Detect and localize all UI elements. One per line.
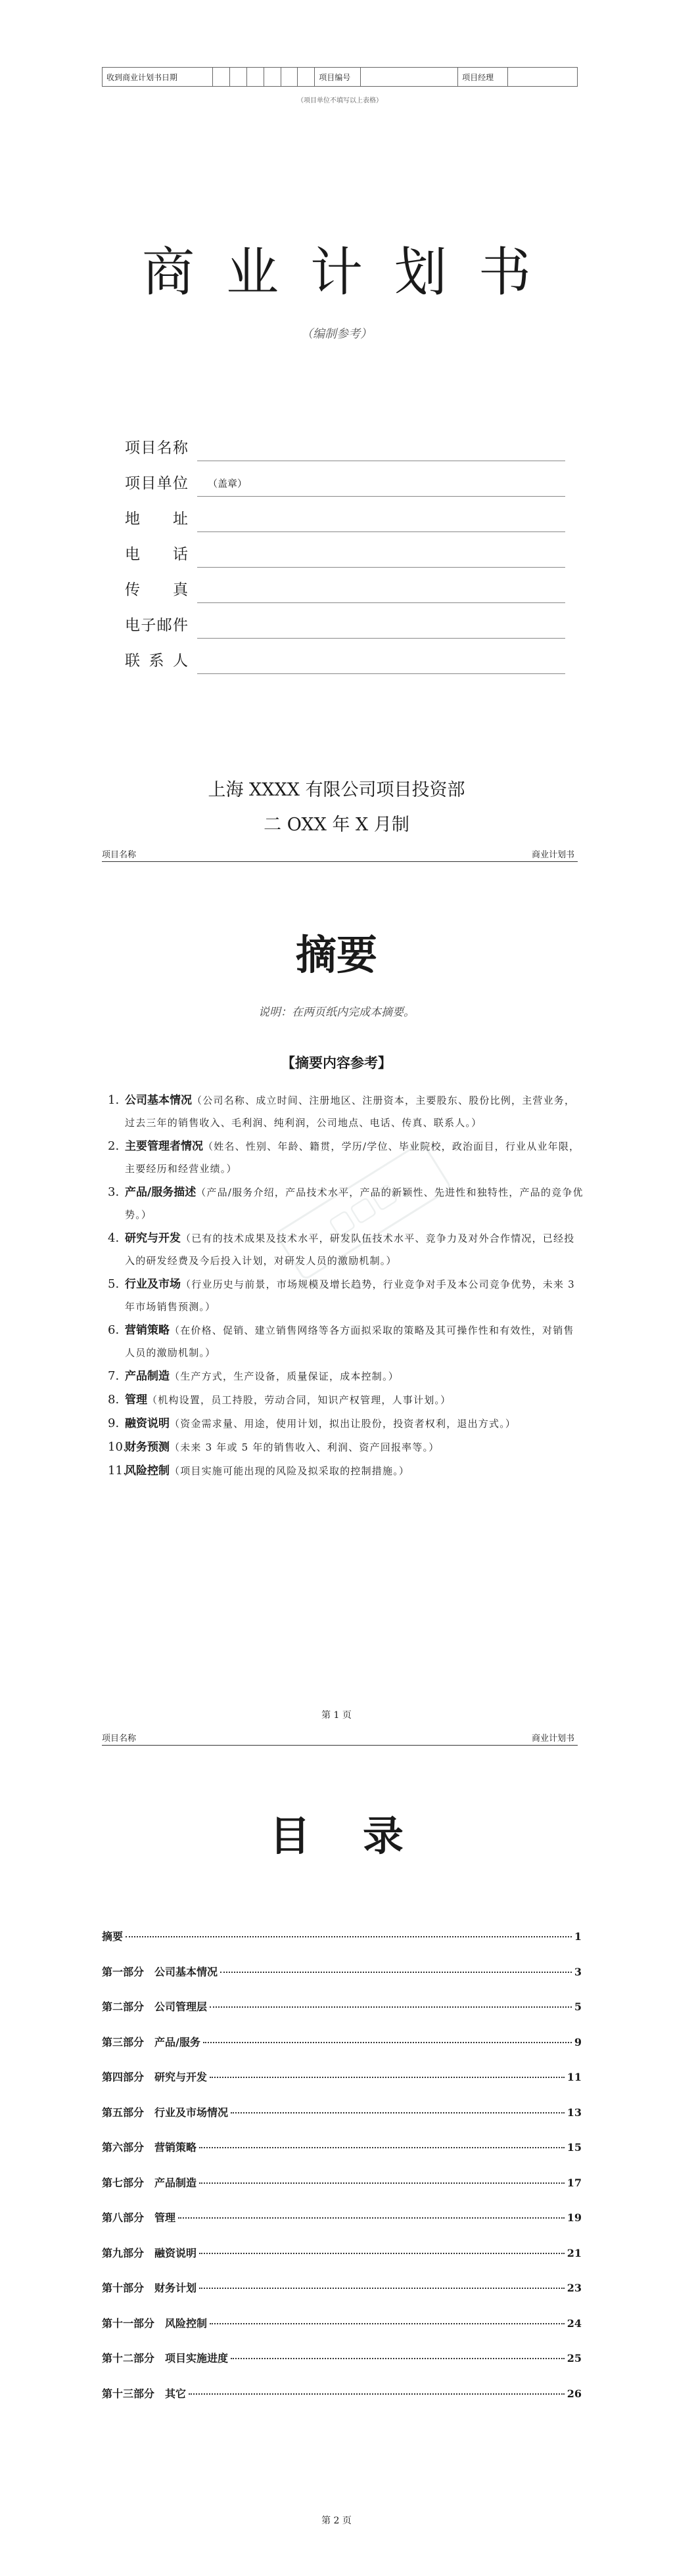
manager-label: 项目经理 [458, 68, 507, 87]
cover-field-note: （盖章） [208, 478, 248, 489]
toc-leader-dots [189, 2393, 565, 2395]
date-box [213, 68, 230, 87]
summary-subtitle: 【摘要内容参考】 [281, 1055, 392, 1071]
summary-item-name: 公司基本情况 [125, 1094, 192, 1107]
toc-entry-page: 11 [567, 2071, 582, 2083]
summary-item-desc: （生产方式，生产设备，质量保证，成本控制。） [170, 1370, 399, 1382]
summary-item [108, 1389, 584, 1411]
manager-value [507, 68, 577, 87]
summary-title: 摘要 [295, 931, 377, 979]
cover-title: 商业计划书 [142, 242, 563, 303]
date-box [298, 68, 315, 87]
summary-item-name: 主要管理者情况 [125, 1140, 203, 1153]
toc-entry[interactable] [102, 1999, 582, 2014]
toc-entry-label: 第七部分 产品制造 [102, 2176, 197, 2189]
summary-item-number: 4. [108, 1231, 120, 1245]
summary-item-name: 产品制造 [125, 1370, 170, 1383]
toc-entry-label: 第十部分 财务计划 [102, 2282, 197, 2294]
summary-item [108, 1412, 584, 1435]
toc-leader-dots [126, 1936, 572, 1937]
date-box [246, 68, 264, 87]
cover-field-label: 联系人 [125, 652, 188, 669]
summary-item [108, 1436, 584, 1458]
date-box [281, 68, 298, 87]
cover-field-label: 地址 [125, 510, 188, 528]
summary-item [108, 1273, 584, 1318]
summary-item-number: 9. [108, 1416, 120, 1430]
toc-leader-dots [178, 2217, 565, 2219]
toc-leader-dots [210, 2006, 572, 2008]
cover-field-line [197, 531, 565, 532]
toc-leader-dots [210, 2077, 565, 2078]
summary-item-desc: （产品/服务介绍，产品技术水平，产品的新颖性、先进性和独特性，产品的竞争优势。） [125, 1186, 584, 1221]
toc-entry[interactable] [102, 2104, 582, 2119]
cover-field-line [197, 602, 565, 603]
cover-field-label: 项目单位 [125, 475, 188, 492]
toc-entry-page: 17 [567, 2176, 582, 2189]
summary-item-desc: （已有的技术成果及技术水平，研发队伍技术水平、竞争力及对外合作情况，已经投入的研发经费及今后投入计划，对研发人员的激励机制。） [125, 1232, 575, 1267]
toc-entry-page: 15 [567, 2141, 582, 2154]
toc-leader-dots [199, 2288, 565, 2289]
header-rule [102, 1745, 578, 1746]
toc-entry-label: 摘要 [102, 1930, 124, 1943]
toc-entry[interactable] [102, 2315, 582, 2330]
toc-title: 目录 [269, 1812, 456, 1860]
cover-field-line [197, 496, 565, 497]
toc-entry-page: 25 [567, 2352, 582, 2364]
summary-item-number: 2. [108, 1139, 120, 1153]
toc-leader-dots [203, 2042, 572, 2043]
summary-item-name: 融资说明 [125, 1417, 170, 1430]
summary-item-number: 7. [108, 1369, 120, 1383]
toc-entry-page: 9 [574, 2035, 582, 2048]
project-no-value [361, 68, 458, 87]
project-no-label: 项目编号 [315, 68, 361, 87]
toc-entry[interactable] [102, 2034, 582, 2049]
summary-item-name: 财务预测 [125, 1441, 170, 1454]
toc-entry-label: 第四部分 研究与开发 [102, 2071, 208, 2083]
cover-field-line [197, 567, 565, 568]
summary-item [108, 1135, 584, 1180]
page-number: 第 2 页 [321, 2516, 352, 2526]
summary-item-number: 8. [108, 1393, 120, 1407]
date-box [230, 68, 247, 87]
summary-item-name: 行业及市场 [125, 1278, 181, 1291]
header-rule [102, 861, 578, 862]
toc-entry-label: 第十一部分 风险控制 [102, 2316, 208, 2330]
toc-leader-dots [199, 2182, 565, 2184]
summary-item-desc: （公司名称、成立时间、注册地区、注册资本，主要股东、股份比例，主营业务，过去三年的销售收入、毛利润、纯利润，公司地点、电话、传真、联系人。） [125, 1095, 576, 1129]
summary-item-desc: （项目实施可能出现的风险及拟采取的控制措施。） [170, 1465, 410, 1477]
toc-entry-page: 1 [574, 1930, 582, 1943]
toc-entry[interactable] [102, 2139, 582, 2154]
toc-leader-dots [199, 2253, 565, 2254]
summary-item-name: 管理 [125, 1393, 147, 1407]
toc-entry-label: 第六部分 营销策略 [102, 2141, 197, 2154]
summary-item [108, 1319, 584, 1364]
summary-note: 说明：在两页纸内完成本摘要。 [258, 1006, 415, 1019]
summary-item-number: 10. [108, 1440, 127, 1454]
summary-item-name: 研究与开发 [125, 1232, 181, 1245]
toc-leader-dots [210, 2323, 565, 2324]
toc-entry-label: 第九部分 融资说明 [102, 2246, 197, 2259]
summary-item-number: 5. [108, 1277, 120, 1291]
summary-item-name: 营销策略 [125, 1324, 170, 1337]
toc-leader-dots [231, 2112, 565, 2113]
summary-item-number: 11. [108, 1464, 127, 1478]
toc-entry[interactable] [102, 2175, 582, 2190]
toc-entry-page: 23 [567, 2282, 582, 2294]
toc-entry[interactable] [102, 2245, 582, 2260]
toc-entry-page: 21 [567, 2246, 582, 2259]
summary-item-desc: （姓名、性别、年龄、籍贯，学历/学位、毕业院校，政治面目，行业从业年限，主要经历和经营业绩。） [125, 1141, 580, 1175]
toc-entry-page: 24 [567, 2316, 582, 2330]
summary-items [108, 1089, 584, 1483]
toc-entry-page: 13 [567, 2106, 582, 2119]
cover-field-line [197, 673, 565, 674]
summary-item-desc: （未来 3 年或 5 年的销售收入、利润、资产回报率等。） [170, 1441, 440, 1453]
toc-entry[interactable] [102, 2069, 582, 2084]
made-date: 二 OXX 年 X 月制 [264, 815, 409, 835]
toc-entry-label: 第二部分 公司管理层 [102, 2000, 208, 2013]
summary-item-number: 6. [108, 1323, 120, 1337]
date-box [264, 68, 281, 87]
toc-entry-label: 第一部分 公司基本情况 [102, 1965, 218, 1978]
toc-entry-label: 第五部分 行业及市场情况 [102, 2106, 229, 2119]
toc-entry-page: 3 [574, 1965, 582, 1978]
cover-subtitle: （编制参考） [301, 327, 372, 341]
summary-item [108, 1089, 584, 1134]
running-header-right: 商业计划书 [531, 850, 574, 860]
page-number: 第 1 页 [321, 1710, 352, 1721]
toc-entry-label: 第八部分 管理 [102, 2211, 176, 2224]
toc-leader-dots [231, 2358, 565, 2359]
cover-field-label: 传真 [125, 581, 188, 599]
toc-entry[interactable] [102, 2350, 582, 2365]
toc-entry[interactable] [102, 2209, 582, 2225]
toc-leader-dots [199, 2147, 565, 2148]
toc-entry-label: 第三部分 产品/服务 [102, 2035, 200, 2048]
cover-field-label: 电子邮件 [125, 617, 188, 634]
toc-entry-label: 第十二部分 项目实施进度 [102, 2352, 229, 2364]
cover-field-label: 电话 [125, 546, 188, 563]
watermark-stamp: ▢▢▢ [274, 1141, 452, 1281]
received-date-label: 收到商业计划书日期 [103, 68, 213, 87]
company-name: 上海 XXXX 有限公司项目投资部 [208, 780, 465, 800]
toc-entry[interactable] [102, 1964, 582, 1979]
receipt-table [102, 67, 578, 87]
summary-item [108, 1365, 584, 1388]
summary-item-name: 风险控制 [125, 1464, 170, 1478]
summary-item-desc: （行业历史与前景，市场规模及增长趋势，行业竞争对手及本公司竞争优势，未来 3 年市场销售预测。） [125, 1278, 575, 1313]
toc-entry[interactable] [102, 1928, 582, 1943]
table-note: （项目单位不填写以上表格） [297, 97, 383, 104]
summary-item-desc: （机构设置，员工持股，劳动合同，知识产权管理，人事计划。） [147, 1394, 452, 1406]
summary-item-name: 产品/服务描述 [125, 1186, 197, 1199]
summary-item-number: 3. [108, 1185, 120, 1199]
summary-item-desc: （资金需求量、用途，使用计划，拟出让股份，投资者权利，退出方式。） [170, 1418, 517, 1430]
toc-entry-page: 26 [567, 2387, 582, 2400]
cover-field-line [197, 638, 565, 639]
running-header-left: 项目名称 [102, 850, 137, 860]
toc-entry[interactable] [102, 2280, 582, 2295]
summary-item-desc: （在价格、促销、建立销售网络等各方面拟采取的策略及其可操作性和有效性，对销售人员的激励机制。） [125, 1324, 574, 1359]
running-header-left: 项目名称 [102, 1734, 137, 1744]
toc-entry-label: 第十三部分 其它 [102, 2387, 187, 2400]
summary-item [108, 1460, 584, 1482]
summary-item-number: 1. [108, 1093, 120, 1107]
toc-entry-page: 5 [574, 2000, 582, 2013]
toc-entry[interactable] [102, 2385, 582, 2401]
cover-field-label: 项目名称 [125, 440, 188, 457]
running-header-right: 商业计划书 [531, 1734, 574, 1744]
toc-leader-dots [220, 1972, 572, 1973]
toc-entry-page: 19 [567, 2211, 582, 2224]
